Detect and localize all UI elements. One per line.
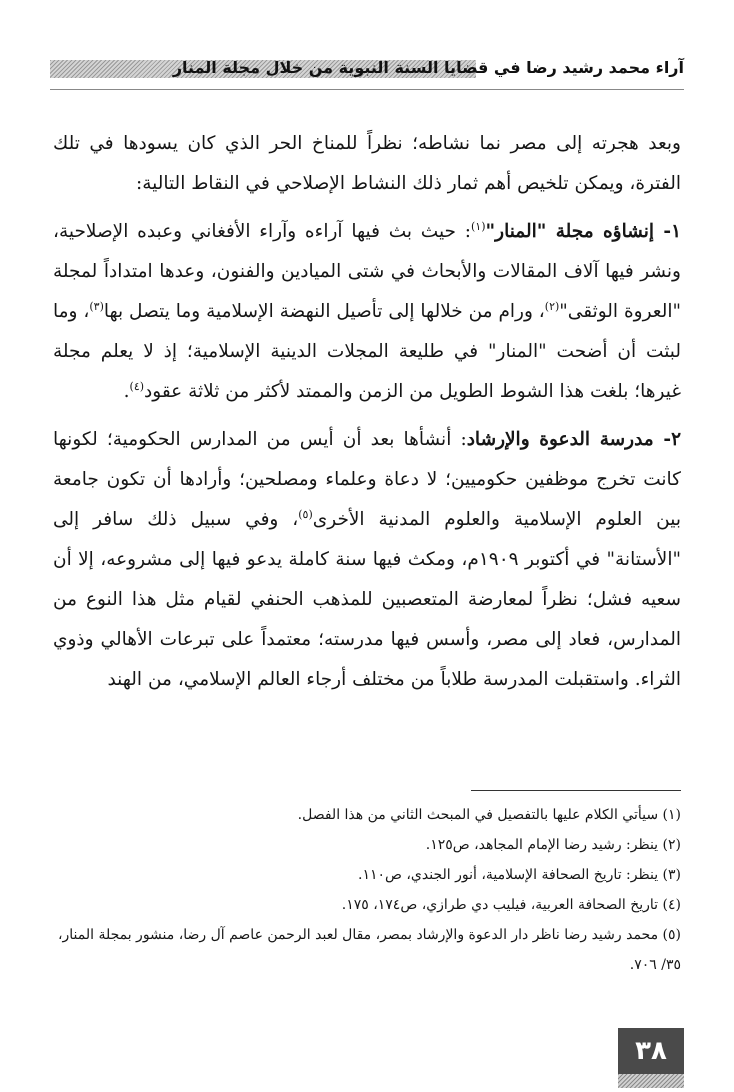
footnote-item: (١) سيأتي الكلام عليها بالتفصيل في المبحث الثاني من هذا الفصل. [297,807,681,823]
point-2-paragraph [53,420,681,700]
footnote-item: (٤) تاريخ الصحافة العربية، فيليب دي طرازي، ص١٧٤، ١٧٥. [341,897,681,913]
page-number: ٣٨ [618,1028,684,1074]
page-number-hatch [618,1074,684,1088]
footnote-ref[interactable]: (٥) [298,507,313,521]
footnote-list [53,800,681,980]
paragraph-text: . [123,381,130,402]
paragraph-text: ، ورام من خلالها إلى تأصيل النهضة الإسلامية وما يتصل بها [103,301,545,322]
paragraph-text: ، وما لبثت أن أضحت "المنار" في طليعة المجلات الدينية الإسلامية؛ إذ لا يعلم مجلة غيرها؛ بلغت هذا الشوط الطويل من الزمن والممتد لأكثر من ثلاثة عقود [53,301,681,402]
header-rule [50,89,684,90]
point-1-heading: ١- إنشاؤه مجلة "المنار" [485,221,681,242]
running-header [50,56,684,90]
footnote-item: (٢) ينظر: رشيد رضا الإمام المجاهد، ص١٢٥. [425,837,681,853]
body-text [53,124,681,700]
paragraph-text: : حيث بث فيها آراءه وآراء الأفغاني وعبده الإصلاحية، ونشر فيها آلاف المقالات والأبحاث في شتى الميادين والفنون، وعدها امتداداً لمجلة "العروة الوثقى" [53,221,681,322]
footnote-rule [471,790,681,791]
footnote-ref[interactable]: (٢) [544,299,560,313]
footnote-ref[interactable]: (٣) [89,299,104,313]
paragraph-text: : أنشأها بعد أن أيس من المدارس الحكومية؛ لكونها كانت تخرج موظفين حكوميين؛ لا دعاة وعلماء ومصلحين؛ وأرادها أن تكون جامعة بين العلوم الإسلامية والعلوم المدنية الأخرى [53,429,681,530]
footnote-item: (٣) ينظر: تاريخ الصحافة الإسلامية، أنور الجندي، ص١١٠. [358,867,681,883]
point-2-heading: ٢- مدرسة الدعوة والإرشاد [466,429,682,450]
footnote-item: (٥) محمد رشيد رضا ناظر دار الدعوة والإرشاد بمصر، مقال لعبد الرحمن عاصم آل رضا، منشور بمجلة المنار، ٣٥/ ٧٠٦. [57,927,681,973]
paragraph-text: ، وفي سبيل ذلك سافر إلى "الأستانة" في أكتوبر ١٩٠٩م، ومكث فيها سنة كاملة يدعو فيها إلى مشروعه، إلا أن سعيه فشل؛ نظراً لمعارضة المتعصبين للمذهب الحنفي لقيام مثل هذا النوع من المدارس، فعاد إلى مصر، وأسس فيها مدرسته؛ معتمداً على تبرعات الأهالي وذوي الثراء. واستقبلت المدرسة طلاباً من مختلف أرجاء العالم الإسلامي، من الهند [53,509,681,690]
intro-paragraph: وبعد هجرته إلى مصر نما نشاطه؛ نظراً للمناخ الحر الذي كان يسودها في تلك الفترة، ويمكن تلخيص أهم ثمار ذلك النشاط الإصلاحي في النقاط التالية: [53,133,681,194]
point-1-paragraph [53,212,681,412]
footnote-ref[interactable]: (٤) [129,379,145,393]
header-title: آراء محمد رشيد رضا في قضايا السنة النبوية من خلال مجلة المنار [172,58,684,77]
footnote-ref[interactable]: (١) [470,219,486,233]
